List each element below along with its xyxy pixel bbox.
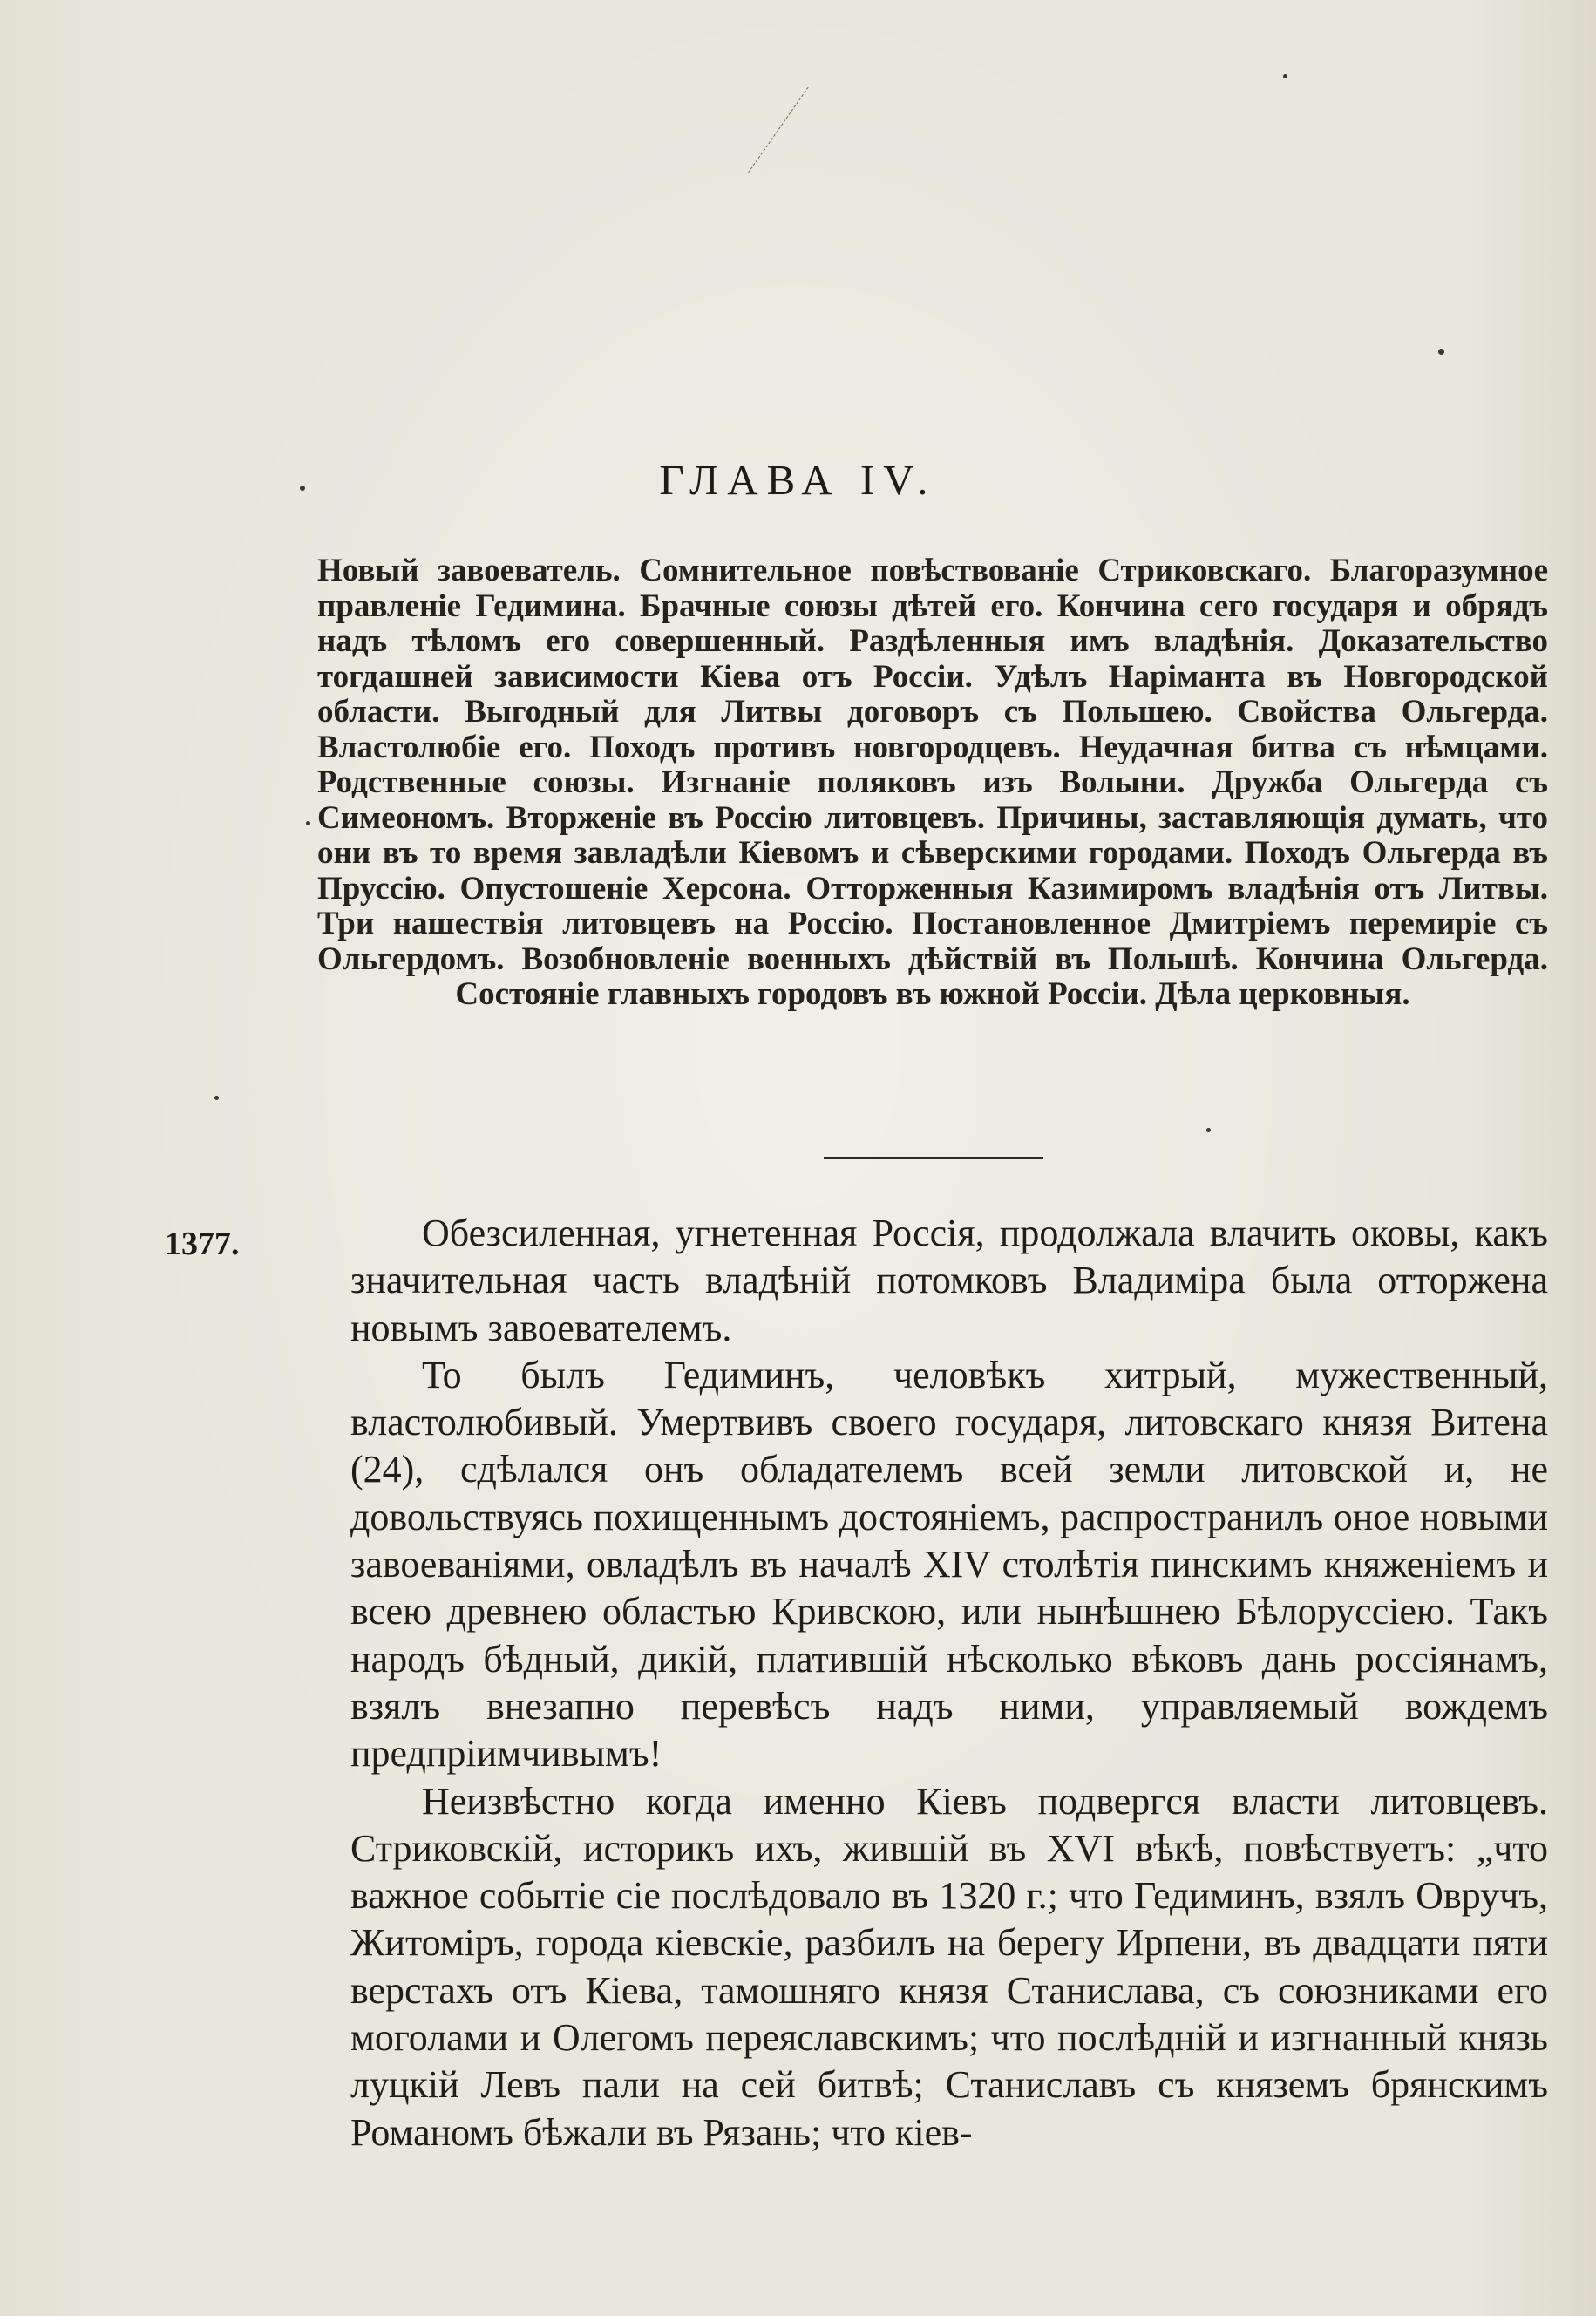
paper-speck: [306, 821, 310, 825]
paragraph: Обезсиленная, угнетенная Россія, продолжала влачить оковы, какъ значительная часть владѣній потомковъ Владиміра была отторжена новымъ завоевателемъ.: [350, 1212, 1548, 1349]
chapter-body-text: [350, 1210, 1548, 2156]
paper-speck: [214, 1096, 219, 1100]
paper-speck: [1283, 74, 1287, 78]
chapter-summary: Новый завоеватель. Сомнительное повѣствованіе Стриковскаго. Благоразумное правленіе Гедимина. Брачные союзы дѣтей его. Кончина сего государя и обрядъ надъ тѣломъ его совершенный. Раздѣленныя имъ владѣнія. Доказательство тогдашней зависимости Кіева отъ Россіи. Удѣлъ Наріманта въ Новгородской области. Выгодный для Литвы договоръ съ Польшею. Свойства Ольгерда. Властолюбіе его. Походъ противъ новгородцевъ. Неудачная битва съ нѣмцами. Родственные союзы. Изгнаніе поляковъ изъ Волыни. Дружба Ольгерда съ Симеономъ. Вторженіе въ Россію литовцевъ. Причины, заставляющія думать, что они въ то время завладѣли Кіевомъ и сѣверскими городами. Походъ Ольгерда въ Пруссію. Опустошеніе Херсона. Отторженныя Казимиромъ владѣнія отъ Литвы. Три нашествія литовцевъ на Россію. Постановленное Дмитріемъ перемиріе съ Ольгердомъ. Возобновленіе военныхъ дѣйствій въ Польшѣ. Кончина Ольгерда. Состояніе главныхъ городовъ въ южной Россіи. Дѣла церковныя.: [317, 553, 1548, 1012]
margin-year-note: 1377.: [165, 1226, 240, 1262]
paper-speck: [1438, 349, 1444, 355]
paragraph: Неизвѣстно когда именно Кіевъ подвергся власти литовцевъ. Стриковскій, историкъ ихъ, жившій въ XVI вѣкѣ, повѣствуетъ: „что важное событіе сіе послѣдовало въ 1320 г.; что Гедиминъ, взялъ Овручъ, Житоміръ, города кіевскіе, разбилъ на берегу Ирпени, въ двадцати пяти верстахъ отъ Кіева, тамошняго князя Станислава, съ союзниками его моголами и Олегомъ переяславскимъ; что послѣдній и изгнанный князь луцкій Левъ пали на сей битвѣ; Станиславъ съ княземъ брянскимъ Романомъ бѣжали въ Рязань; что кіев-: [350, 1779, 1548, 2154]
paper-speck: [300, 486, 305, 491]
chapter-heading: ГЛАВА IV.: [659, 456, 937, 504]
section-divider: [824, 1157, 1043, 1159]
paragraph: То былъ Гедиминъ, человѣкъ хитрый, мужественный, властолюбивый. Умертвивъ своего государя, литовскаго князя Витена (24), сдѣлался онъ обладателемъ всей земли литовской и, не довольствуясь похищеннымъ достояніемъ, распространилъ оное новыми завоеваніями, овладѣлъ въ началѣ XIV столѣтія пинскимъ княженіемъ и всею древнею областью Кривскою, или нынѣшнею Бѣлоруссіею. Такъ народъ бѣдный, дикій, платившій нѣсколько вѣковъ дань россіянамъ, взялъ внезапно перевѣсъ надъ ними, управляемый вождемъ предпріимчивымъ!: [350, 1353, 1548, 1776]
paper-scratch: [748, 87, 809, 173]
paper-speck: [1206, 1128, 1211, 1132]
